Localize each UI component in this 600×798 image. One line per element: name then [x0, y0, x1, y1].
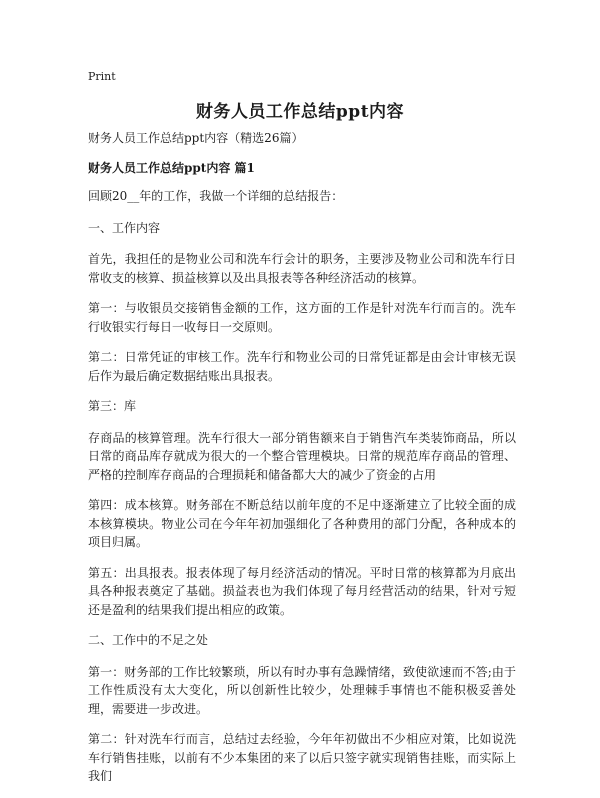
section-heading: 财务人员工作总结ppt内容 篇1 [88, 161, 255, 175]
paragraph-intro: 回顾20__年的工作，我做一个详细的总结报告： [88, 189, 344, 203]
paragraph: 第二：日常凭证的审核工作。洗车行和物业公司的日常凭证都是由会计审核无误后作为最后确定数据结账出具报表。 [88, 350, 516, 383]
heading-work-content: 一、工作内容 [88, 220, 161, 235]
document-subtitle: 财务人员工作总结ppt内容（精选26篇） [88, 131, 304, 145]
paragraph: 第一：财务部的工作比较繁琐，所以有时办事有急躁情绪，致使欲速而不答;由于工作性质没有太大变化，所以创新性比较少，处理棘手事情也不能积极妥善处理，需要进一步改进。 [88, 664, 516, 716]
paragraph: 第四：成本核算。财务部在不断总结以前年度的不足中逐渐建立了比较全面的成本核算模块。物业公司在今年年初加强细化了各种费用的部门分配，各种成本的项目归属。 [88, 498, 516, 549]
print-label: Print [88, 70, 116, 83]
paragraph: 第五：出具报表。报表体现了每月经济活动的情况。平时日常的核算都为月底出具各种报表奠定了基础。损益表也为我们体现了每月经营活动的结果，针对亏短还是盈利的结果我们提出相应的政策。 [88, 565, 516, 617]
paragraph: 第一：与收银员交接销售金额的工作，这方面的工作是针对洗车行而言的。洗车行收银实行每日一收每日一交原则。 [88, 301, 516, 334]
paragraph: 第三：库 [88, 399, 137, 413]
paragraph: 第二：针对洗车行而言，总结过去经验，今年年初做出不少相应对策，比如说洗车行销售挂账，以前有不少本集团的来了以后只签字就实现销售挂账，而实际上我们 [88, 732, 516, 783]
paragraph: 存商品的核算管理。洗车行很大一部分销售额来自于销售汽车类装饰商品，所以日常的商品库存就成为很大的一个整合管理模块。日常的规范库存商品的管理、严格的控制库存商品的合理损耗和储备都大大的减少了资金的占用 [88, 430, 516, 482]
document-body [88, 128, 516, 798]
document-title: 财务人员工作总结ppt内容 [195, 102, 405, 122]
paragraph: 首先，我担任的是物业公司和洗车行会计的职务，主要涉及物业公司和洗车行日常收支的核算、损益核算以及出具报表等各种经济活动的核算。 [88, 252, 516, 285]
heading-shortcomings: 二、工作中的不足之处 [88, 633, 209, 647]
